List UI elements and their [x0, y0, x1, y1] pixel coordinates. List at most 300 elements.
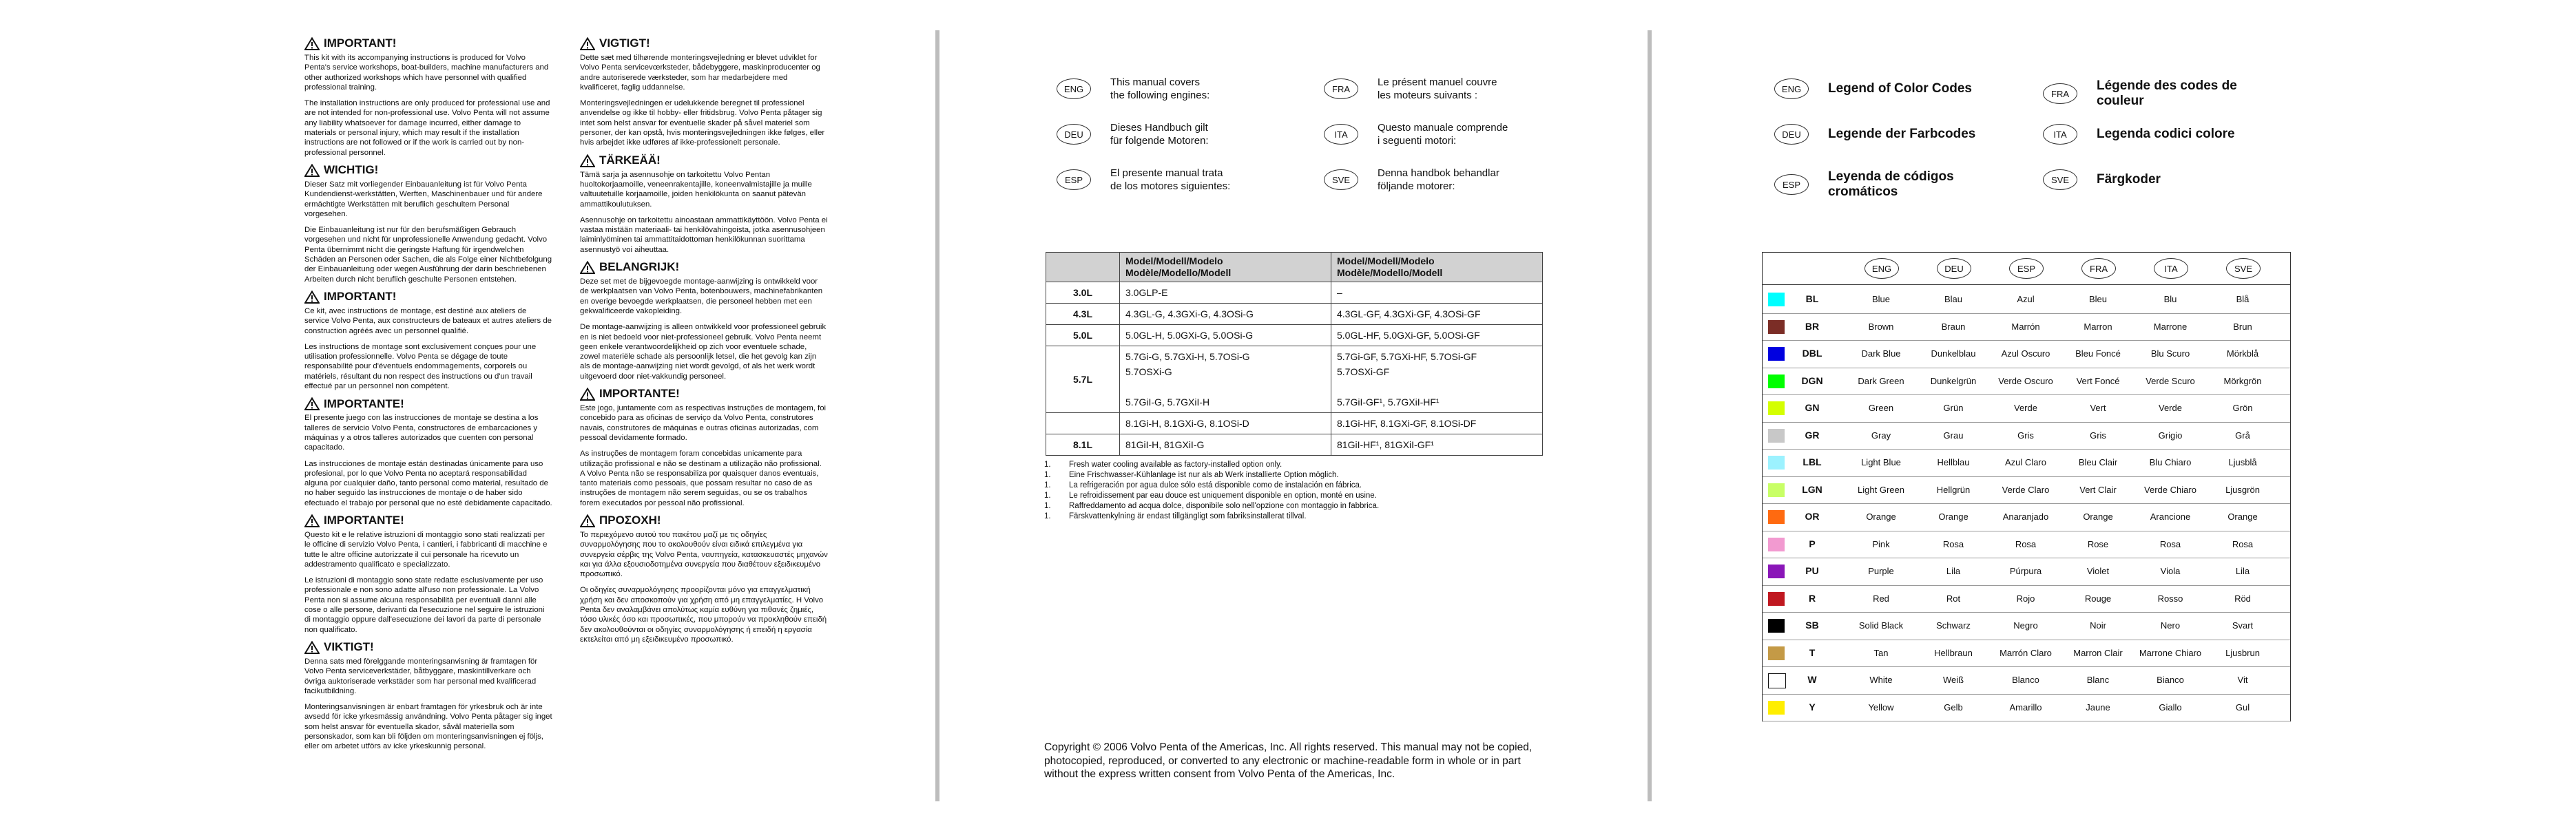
color-table-row [1763, 313, 2290, 341]
warning-triangle-icon [304, 37, 320, 50]
footnote-number: 1. [1044, 471, 1051, 479]
color-name: Rot [1946, 593, 1961, 604]
color-name: Azul Oscuro [2001, 348, 2050, 359]
color-abbreviation: OR [1805, 511, 1820, 522]
color-name: Nero [2160, 620, 2181, 631]
color-name: Light Blue [1861, 457, 1901, 467]
color-name: Marrone Chiaro [2139, 647, 2202, 658]
warning-paragraph: Les instructions de montage sont exclusivement conçues pour une utilisation professionnelle. Volvo Penta se dégage de toute responsabilité pour d'éventuels endommagements, corporels ou matériels, résultant du non respect des instructions ou d'un travail effectué par un personnel non compétent. [304, 342, 537, 391]
warning-paragraph: Denna sats med förelggande monteringsanvisning är framtagen för Volvo Penta serviceverkstäder, båtbyggare, maskintillverkare och övriga auktoriserade verkstäder som har personal med kvalificerad facikutbildning. [304, 657, 538, 695]
warning-paragraph: Dieser Satz mit vorliegender Einbauanleitung ist für Volvo Penta Kundendienst-werkstätten, Werften, Maschinenbauer und für andere ermächtigte Werkstätten mit beruflich geschultem Personal vorgesehen. [304, 180, 543, 218]
color-name: Hellbraun [1934, 647, 1973, 658]
color-name: Lila [2235, 566, 2250, 576]
color-table-row [1763, 694, 2290, 722]
footnote-number: 1. [1044, 481, 1051, 489]
warning-title-text: TÄRKEÄÄ! [599, 154, 661, 167]
language-code-badge: SVE [1324, 169, 1358, 190]
color-name: Ljusgrön [2225, 484, 2260, 495]
engine-size-cell: 5.7L [1046, 346, 1120, 413]
color-name: Marrón [2011, 321, 2040, 332]
color-name: Gris [2017, 430, 2034, 441]
model-table-row [1046, 325, 1543, 346]
color-table-row [1763, 585, 2290, 613]
color-name: Verde Chiaro [2144, 484, 2196, 495]
model-cell-col1: 4.3GL-G, 4.3GXi-G, 4.3OSi-G [1120, 304, 1331, 325]
color-swatch [1768, 429, 1785, 443]
legend-title-text: Legenda codici colore [2097, 127, 2235, 141]
color-name: Marron Clair [2073, 647, 2123, 658]
warning-triangle-icon [304, 514, 320, 527]
color-table-row [1763, 531, 2290, 559]
color-name: Tan [1873, 647, 1889, 658]
color-name: Green [1868, 403, 1894, 413]
footnote [1044, 491, 1379, 501]
warning-title-text: IMPORTANT! [324, 290, 397, 304]
language-code-badge: ENG [1865, 258, 1899, 279]
color-name: Yellow [1868, 702, 1894, 713]
manual-covers-text: Le présent manuel couvre les moteurs suivants : [1378, 76, 1497, 101]
footnote-number: 1. [1044, 492, 1051, 500]
language-code-badge: FRA [2081, 258, 2116, 279]
warning-triangle-icon [580, 514, 595, 527]
color-name: Gray [1871, 430, 1891, 441]
language-code-badge: ESP [2009, 258, 2044, 279]
warning-title [580, 37, 828, 50]
color-swatch [1768, 293, 1785, 306]
language-code-badge: DEU [1774, 124, 1809, 145]
warning-block [304, 164, 552, 284]
legend-title-text: Légende des codes de couleur [2097, 78, 2237, 108]
color-name: Blu Chiaro [2149, 457, 2192, 467]
model-table-row [1046, 346, 1543, 413]
color-table-row [1763, 503, 2290, 531]
warning-title-text: VIKTIGT! [324, 640, 374, 654]
color-swatch [1768, 347, 1785, 361]
color-code-table [1762, 252, 2291, 721]
color-name: Rose [2087, 538, 2109, 549]
warning-paragraph: This kit with its accompanying instructions is produced for Volvo Penta's service workshops, boat-builders, machine manufacturers and other authorized workshops which have personnel with qualified professional training. [304, 54, 549, 92]
warning-title-text: IMPORTANTE! [324, 514, 404, 527]
legend-title-text: Färgkoder [2097, 172, 2161, 187]
color-name: Gris [2090, 430, 2106, 441]
color-name: Arancione [2150, 512, 2191, 522]
color-swatch [1768, 619, 1785, 633]
engine-header-cell [1046, 253, 1120, 282]
color-abbreviation: R [1808, 592, 1816, 604]
manual-covers-item [1324, 76, 1497, 102]
warning-triangle-icon [580, 37, 595, 50]
color-table-row [1763, 558, 2290, 586]
footnote [1044, 512, 1379, 522]
warning-triangle-icon [304, 164, 320, 177]
warning-block [580, 37, 828, 148]
color-name: Orange [2227, 512, 2258, 522]
color-name: Verde [2014, 403, 2037, 413]
warning-paragraph: Monteringsanvisningen är enbart framtagen för yrkesbruk och är inte avsedd för icke yrkesmässig användning. Volvo Penta påtager sig inget som helst ansvar för eventuella skador, såväl materiella som personskador, som kan bli följden om monteringsanvisningen ej följs, eller om arbetet utförs av icke yrkeskunnig personal. [304, 703, 552, 751]
language-code-badge: ENG [1774, 78, 1809, 99]
model-cell-col1: 3.0GLP-E [1120, 282, 1331, 304]
manual-covers-item [1057, 121, 1209, 147]
footnote-number: 1. [1044, 502, 1051, 510]
footnote-text: Eine Frischwasser-Kühlanlage ist nur als ab Werk installierte Option möglich. [1069, 471, 1339, 479]
engine-size-cell: 5.0L [1046, 325, 1120, 346]
color-table-row [1763, 666, 2290, 695]
manual-covers-text: This manual covers the following engines: [1110, 76, 1210, 101]
language-code-badge: DEU [1937, 258, 1971, 279]
color-name: Purple [1868, 566, 1894, 576]
color-table-header [1763, 253, 2290, 285]
color-abbreviation: DGN [1801, 375, 1823, 386]
language-code-badge: SVE [2226, 258, 2261, 279]
color-name: Weiß [1942, 675, 1964, 685]
warning-paragraph: Questo kit e le relative istruzioni di montaggio sono stati realizzati per le officine di servizio Volvo Penta, i cantieri, i fabbricanti di macchine e tutte le altre officine autorizzate il cui personale ha ricevuto un addestramento qualificato e specializzato. [304, 530, 548, 569]
color-name: Vert Foncé [2076, 375, 2120, 386]
color-name: Hellblau [1937, 457, 1970, 467]
color-name: Orange [2083, 512, 2113, 522]
color-name: Gelb [1944, 702, 1963, 713]
warning-title [304, 397, 552, 410]
color-abbreviation: Y [1809, 701, 1816, 713]
footnote-number: 1. [1044, 461, 1051, 469]
color-abbreviation: PU [1805, 565, 1819, 576]
warning-block [304, 291, 552, 391]
color-swatch [1768, 701, 1785, 715]
color-name: Viola [2160, 566, 2181, 576]
model-cell-col2: 81GiI-HF¹, 81GXiI-GF¹ [1331, 434, 1543, 456]
color-name: Hellgrün [1936, 484, 1971, 495]
color-name: Grön [2232, 403, 2253, 413]
color-name: Light Green [1858, 484, 1904, 495]
warning-title-text: BELANGRIJK! [599, 260, 680, 274]
color-name: Grün [1943, 403, 1964, 413]
engine-size-cell: 8.1L [1046, 434, 1120, 456]
language-code-badge: FRA [2043, 83, 2077, 104]
model-header-col2: Model/Modell/Modelo Modèle/Modello/Modell [1331, 253, 1543, 282]
model-cell-col1: 5.0GL-H, 5.0GXi-G, 5.0OSi-G [1120, 325, 1331, 346]
language-code-badge: FRA [1324, 78, 1358, 99]
color-name: Blu Scuro [2150, 348, 2190, 359]
color-name: Gul [2235, 702, 2250, 713]
warning-title [304, 641, 552, 654]
legend-title-item [2043, 124, 2262, 145]
warning-block [304, 37, 552, 158]
model-table-header [1046, 253, 1543, 282]
model-cell-col2: 5.7Gi-GF, 5.7GXi-HF, 5.7OSi-GF 5.7OSXi-GF 5.7GiI-GF¹, 5.7GXiI-HF¹ [1331, 346, 1543, 413]
color-swatch [1768, 320, 1785, 334]
color-name: Blau [1944, 294, 1963, 304]
language-code-badge: ENG [1057, 78, 1091, 99]
color-name: Ljusbrun [2225, 647, 2260, 658]
warning-title [304, 164, 552, 177]
color-swatch [1768, 483, 1785, 497]
color-name: Noir [2090, 620, 2106, 631]
footnote-text: Le refroidissement par eau douce est uniquement disponible en option, monté en usine. [1069, 492, 1377, 500]
warning-block [304, 514, 552, 635]
warning-paragraph: Οι οδηγίες συναρμολόγησης προορίζονται μόνο για επαγγελματική χρήση και δεν αποσκοπούν για χρήση από μη επαγγελματίες. Η Volvo Penta δεν αναλαμβάνει απολύτως καμία ευθύνη για πιθανές ζημιές, τόσο υλικές όσο και προσωπικές, που μπορούν να προκληθούν επειδή δεν ακολουθούνται οι οδηγίες συναρμολόγησης ή επειδή η εργασία εκτελείται από μη εξειδικευμένο προσωπικό. [580, 586, 827, 644]
color-name: Orange [1938, 512, 1969, 522]
footnote-text: Färskvattenkylning är endast tillgängligt som fabriksinstallerat tillval. [1069, 512, 1307, 520]
color-name: Vit [2237, 675, 2248, 685]
warnings-column-left [304, 33, 552, 758]
color-name: Azul [2017, 294, 2035, 304]
warning-block [580, 388, 828, 508]
color-name: Grå [2235, 430, 2250, 441]
model-table-row [1046, 434, 1543, 456]
color-name: Rosa [2015, 538, 2037, 549]
color-name: Lila [1946, 566, 1961, 576]
warning-title-text: IMPORTANTE! [599, 387, 680, 401]
color-name: Mörkblå [2226, 348, 2259, 359]
color-abbreviation: GN [1805, 402, 1820, 413]
color-legend-panel [1652, 0, 2576, 833]
color-swatch [1768, 592, 1785, 606]
warning-paragraph: De montage-aanwijzing is alleen ontwikkeld voor professioneel gebruik en is niet bedoeld voor niet-professioneel gebruik. Volvo Penta neemt geen enkele verantwoordelijkheid op zich voor eventuele schade, zowel materiële schade als persoonlijk letsel, die het gevolg kan zijn als de montage-aanwijzing niet wordt gevolgd, of als het werk wordt uitgevoerd door niet-vakkundig personeel. [580, 323, 827, 381]
color-name: Rojo [2016, 593, 2035, 604]
footnote [1044, 501, 1379, 512]
manual-covers-item [1057, 76, 1209, 102]
model-table-row [1046, 282, 1543, 304]
manual-covers-item [1324, 121, 1508, 147]
warning-paragraph: El presente juego con las instrucciones de montaje se destina a los talleres de servicio Volvo Penta, constructores de embarcaciones y máquinas y a otros talleres autorizados que cuenten con personal capacitado. [304, 414, 539, 452]
language-code-badge: SVE [2043, 169, 2077, 190]
warning-block [580, 514, 828, 644]
footnote-text: La refrigeración por agua dulce sólo está disponible como de instalación en fábrica. [1069, 481, 1362, 489]
warning-paragraph: Monteringsvejledningen er udelukkende beregnet til professionel anvendelse og ikke til hobby- eller fritidsbrug. Volvo Penta påtager sig intet som helst ansvar for eventuelle skader på såvel materiel som personer, der kan opstå, hvis monteringsvejledningen ikke følges, eller hvis arbejdet ikke udføres af ikke-professionelt personale. [580, 99, 825, 147]
warning-triangle-icon [580, 261, 595, 274]
color-name: Bleu Foncé [2075, 348, 2121, 359]
color-name: Rouge [2084, 593, 2112, 604]
color-name: Brun [2233, 321, 2252, 332]
footnote-number: 1. [1044, 512, 1051, 520]
color-name: Blanco [2012, 675, 2039, 685]
warning-title [580, 261, 828, 274]
language-code-badge: ITA [2154, 258, 2188, 279]
model-table-row [1046, 413, 1543, 434]
color-name: Bianco [2157, 675, 2184, 685]
warning-block [304, 397, 552, 508]
color-name: Dunkelgrün [1930, 375, 1977, 386]
color-name: Blu [2163, 294, 2177, 304]
color-name: Azul Claro [2005, 457, 2046, 467]
color-name: Violet [2086, 566, 2110, 576]
warning-triangle-icon [580, 388, 595, 401]
warning-block [304, 641, 552, 752]
model-table [1046, 252, 1543, 456]
model-cell-col2: 5.0GL-HF, 5.0GXi-GF, 5.0OSi-GF [1331, 325, 1543, 346]
color-swatch [1768, 510, 1785, 524]
warning-title-text: ΠΡΟΣΟΧΗ! [599, 514, 661, 527]
warning-title [580, 388, 828, 401]
model-cell-col1: 8.1Gi-H, 8.1GXi-G, 8.1OSi-D [1120, 413, 1331, 434]
color-swatch [1768, 375, 1785, 388]
color-table-row [1763, 286, 2290, 314]
color-abbreviation: DBL [1802, 348, 1822, 359]
warning-title-text: IMPORTANTE! [324, 397, 404, 410]
model-cell-col2: – [1331, 282, 1543, 304]
color-name: Bleu [2088, 294, 2108, 304]
warnings-panel [0, 0, 937, 833]
model-cell-col1: 81GiI-H, 81GXiI-G [1120, 434, 1331, 456]
color-swatch [1768, 673, 1786, 688]
color-name: Verde [2159, 403, 2182, 413]
color-name: Anaranjado [2002, 512, 2049, 522]
warning-block [580, 154, 828, 255]
engine-size-cell [1046, 413, 1120, 434]
color-table-row [1763, 422, 2290, 450]
model-header-col1: Model/Modell/Modelo Modèle/Modello/Modell [1120, 253, 1331, 282]
warning-paragraph: Le istruzioni di montaggio sono state redatte esclusivamente per uso professionale e non sono adatte all'uso non professionale. La Volvo Penta non si assume alcuna responsabilità per eventuali danni alle cose o alle persone, derivanti da l'esecuzione nel seguire le istruzioni di montaggio oppure dall'esecuzione dei lavori da parte di personale non qualificato. [304, 576, 545, 634]
warning-paragraph: Το περιεχόμενο αυτού του πακέτου μαζί με τις οδηγίες συναρμολόγησης που το ακολουθούν είναι ειδικά επιλεγμένα για συνεργεία σέρβις της Volvo Penta, ναυπηγεία, κατασκευαστές μηχανών και για άλλα εξουσιοδοτημένα συνεργεία που διαθέτουν εξειδικευμένο προσωπικό. [580, 530, 828, 579]
legend-title-text: Legend of Color Codes [1828, 81, 1972, 96]
color-abbreviation: T [1809, 646, 1816, 658]
color-table-row [1763, 449, 2290, 477]
legend-title-item [2043, 169, 2262, 190]
color-name: Rosa [2232, 538, 2254, 549]
footnote-text: Fresh water cooling available as factory-installed option only. [1069, 461, 1282, 469]
color-name: Svart [2232, 620, 2254, 631]
color-name: Pink [1872, 538, 1890, 549]
warning-paragraph: Tämä sarja ja asennusohje on tarkoitettu Volvo Pentan huoltokorjaamoille, veneenrakentajille, koneenvalmistajille ja muille valtuutetuille korjaamoille, joiden henkilökunta on saanut pätevän ammattikoulutuksen. [580, 170, 812, 209]
color-name: Röd [2234, 593, 2251, 604]
warning-paragraph: Asennusohje on tarkoitettu ainoastaan ammattikäyttöön. Volvo Penta ei vastaa mistään materiaali- tai henkilövahingoista, jotka asennusohjeen laiminlyöminen tai ammattitaidottoman henkilökunnan suorittama asennustyö voi aiheuttaa. [580, 215, 828, 254]
footnote [1044, 470, 1379, 481]
color-swatch [1768, 538, 1785, 551]
color-table-row [1763, 476, 2290, 505]
color-abbreviation: GR [1805, 429, 1820, 441]
color-name: Dark Green [1858, 375, 1904, 386]
color-abbreviation: P [1809, 538, 1816, 549]
warning-triangle-icon [304, 641, 320, 654]
color-swatch [1768, 456, 1785, 470]
warning-block [580, 261, 828, 381]
manual-covers-text: El presente manual trata de los motores siguientes: [1110, 167, 1231, 192]
manual-covers-item [1057, 167, 1230, 193]
color-name: Red [1873, 593, 1889, 604]
color-table-row [1763, 368, 2290, 396]
color-name: Vert [2090, 403, 2106, 413]
color-abbreviation: BL [1805, 293, 1819, 304]
legend-title-item [2043, 78, 2262, 109]
color-abbreviation: W [1807, 674, 1817, 685]
manual-covers-item [1324, 167, 1499, 193]
color-name: Brown [1868, 321, 1894, 332]
warning-paragraph: The installation instructions are only produced for professional use and are not intended for non-professional use. Volvo Penta will not assume any liability whatsoever for damage incurred, either damage to materials or personal injury, which may result if the installation instructions are not followed or if the work is carried out by non-professional personnel. [304, 99, 550, 157]
warning-paragraph: Las instrucciones de montaje están destinadas únicamente para uso profesional, por lo que Volvo Penta no aceptará responsabilidad alguna por cualquier daño, tanto personal como material, resultado de no haber seguido las instrucciones de montaje o de haber sido efectuado el trabajo por personal que no esté debidamente capacitado. [304, 459, 552, 507]
color-name: Rosa [1942, 538, 1964, 549]
color-name: Verde Oscuro [1998, 375, 2053, 386]
warning-title-text: VIGTIGT! [599, 36, 650, 50]
warning-paragraph: Ce kit, avec instructions de montage, est destiné aux ateliers de service Volvo Penta, aux constructeurs de bateaux et autres ateliers de construction agréés avec un personnel qualifié. [304, 306, 552, 335]
warning-triangle-icon [580, 154, 595, 167]
color-name: Rosso [2157, 593, 2183, 604]
warning-paragraph: Deze set met de bijgevoegde montage-aanwijzing is ontwikkeld voor de werkplaatsen van Volvo Penta, botenbouwers, machinefabrikanten en overige bevoegde werkplaatsen, die personeel hebben met een gekwalificeerde vakopleiding. [580, 277, 823, 315]
model-cell-col2: 4.3GL-GF, 4.3GXi-GF, 4.3OSi-GF [1331, 304, 1543, 325]
color-swatch [1768, 401, 1785, 415]
manual-covers-text: Questo manuale comprende i seguenti motori: [1378, 122, 1508, 147]
color-name: Grau [1943, 430, 1964, 441]
engine-size-cell: 4.3L [1046, 304, 1120, 325]
footnotes [1044, 460, 1379, 522]
color-name: Orange [1866, 512, 1896, 522]
warning-title [304, 37, 552, 50]
model-cell-col2: 8.1Gi-HF, 8.1GXi-GF, 8.1OSi-DF [1331, 413, 1543, 434]
color-name: Vert Clair [2079, 484, 2117, 495]
color-name: Solid Black [1858, 620, 1904, 631]
color-name: Púrpura [2009, 566, 2042, 576]
color-name: Marrone [2153, 321, 2188, 332]
footnote [1044, 481, 1379, 491]
color-name: Blue [1871, 294, 1891, 304]
language-code-badge: ITA [2043, 124, 2077, 145]
legend-title-item [1774, 78, 1993, 99]
warning-title [304, 514, 552, 527]
color-table-row [1763, 394, 2290, 423]
color-name: Verde Claro [2002, 484, 2050, 495]
language-code-badge: ESP [1057, 169, 1091, 190]
warning-paragraph: Die Einbauanleitung ist nur für den berufsmäßigen Gebrauch vorgesehen und nicht für unprofessionelle Anwendung gedacht. Volvo Penta übernimmt nicht die geringste Haftung für irgendwelchen Schäden an Personen oder Sachen, die als Folge einer Nichtbefolgung der Einbauanleitung oder wegen Ausführung der darin beschriebenen Arbeiten durch nicht beruflich geschulte Personen entstehen. [304, 226, 552, 284]
color-name: Dunkelblau [1931, 348, 1976, 359]
engines-panel [939, 0, 1649, 833]
color-name: Jaune [2086, 702, 2110, 713]
warning-title-text: WICHTIG! [324, 163, 379, 177]
warning-triangle-icon [304, 291, 320, 304]
color-abbreviation: LGN [1802, 483, 1822, 495]
color-name: Giallo [2159, 702, 2182, 713]
color-table-row [1763, 640, 2290, 668]
warning-paragraph: Dette sæt med tilhørende monteringsvejledning er blevet udviklet for Volvo Penta servicevœrksteder, bådebyggere, maskinproducenter og andre autoriserede værksteder, som har medarbejdere med kvalificeret, faglig uddannelse. [580, 54, 820, 92]
footnote [1044, 460, 1379, 470]
warning-title [304, 291, 552, 304]
model-cell-col1: 5.7Gi-G, 5.7GXi-H, 5.7OSi-G 5.7OSXi-G 5.7GiI-G, 5.7GXiI-H [1120, 346, 1331, 413]
language-code-badge: DEU [1057, 124, 1091, 145]
color-name: Grigio [2158, 430, 2183, 441]
legend-title-item [1774, 169, 1993, 200]
color-name: White [1869, 675, 1893, 685]
color-abbreviation: SB [1805, 620, 1819, 631]
warning-title [580, 154, 828, 167]
engine-size-cell: 3.0L [1046, 282, 1120, 304]
color-name: Blå [2236, 294, 2250, 304]
color-name: Rosa [2159, 538, 2181, 549]
color-name: Mörkgrön [2223, 375, 2262, 386]
manual-covers-text: Denna handbok behandlar följande motorer: [1378, 167, 1499, 192]
color-swatch [1768, 565, 1785, 578]
copyright-notice: Copyright © 2006 Volvo Penta of the Americas, Inc. All rights reserved. This manual may not be copied, photocopied, reproduced, or converted to any electronic or machine-readable form in whole or in part without the express written consent from Volvo Penta of the Americas, Inc. [1044, 741, 1533, 780]
color-name: Braun [1941, 321, 1966, 332]
manual-covers-text: Dieses Handbuch gilt für folgende Motoren: [1110, 122, 1209, 147]
warnings-column-right [580, 33, 828, 651]
warning-paragraph: As instruções de montagem foram concebidas unicamente para utilização profissional e não se destinam a utilização não profissional. A Volvo Penta não se responsabiliza por quaisquer danos eventuais, tanto materiais como pessoais, que possam resultar no caso de as instruções de montagem não serem seguidas, ou se os trabalhos forem executados por pessoal não profissional. [580, 450, 822, 507]
warning-paragraph: Este jogo, juntamente com as respectivas instruções de montagem, foi concebido para as oficinas de serviço da Volvo Penta, construtores navais, construtores de máquinas e outras oficinas autorizadas, com pessoal devidamente formado. [580, 404, 827, 442]
color-table-row [1763, 612, 2290, 640]
color-name: Verde Scuro [2146, 375, 2195, 386]
color-abbreviation: BR [1805, 320, 1820, 332]
model-table-row [1046, 304, 1543, 325]
color-table-row [1763, 340, 2290, 368]
color-name: Marron [2084, 321, 2112, 332]
language-code-badge: ESP [1774, 174, 1809, 195]
color-name: Dark Blue [1861, 348, 1901, 359]
warning-title-text: IMPORTANT! [324, 36, 397, 50]
warning-triangle-icon [304, 397, 320, 410]
color-abbreviation: LBL [1803, 456, 1822, 467]
legend-title-text: Leyenda de códigos cromáticos [1828, 169, 1954, 199]
color-name: Negro [2013, 620, 2038, 631]
warning-title [580, 514, 828, 527]
legend-title-text: Legende der Farbcodes [1828, 127, 1976, 141]
color-name: Blanc [2086, 675, 2110, 685]
color-name: Bleu Clair [2078, 457, 2118, 467]
